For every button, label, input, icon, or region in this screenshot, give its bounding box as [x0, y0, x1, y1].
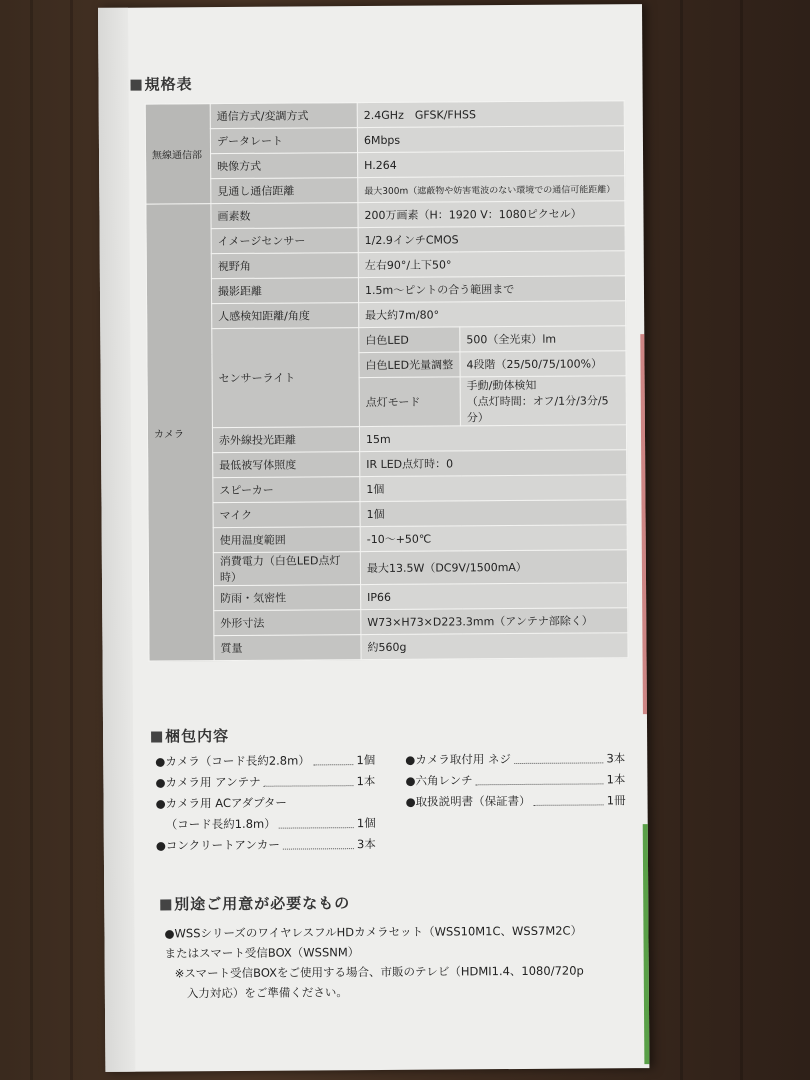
spec-value: 1/2.9インチCMOS — [358, 226, 625, 253]
spec-name: 通信方式/変調方式 — [210, 103, 357, 129]
spec-value: -10〜+50℃ — [360, 525, 627, 552]
spec-value: 最大約7m/80° — [359, 301, 626, 328]
spec-row — [147, 301, 626, 329]
spec-name: 防雨・気密性 — [214, 585, 361, 611]
spec-row — [147, 425, 626, 453]
spec-row — [148, 525, 627, 553]
spec-row — [147, 326, 626, 354]
square-bullet-icon — [131, 80, 142, 91]
required-heading-text: 別途ご用意が必要なもの — [174, 894, 351, 914]
required-line-1: ●WSSシリーズのワイヤレスフルHDカメラセット（WSS10M1C、WSS7M2C） — [164, 923, 583, 941]
spec-row — [146, 276, 625, 304]
spec-value: 500（全光束）lm — [460, 326, 626, 352]
package-item — [156, 834, 376, 857]
spec-row — [149, 608, 628, 636]
spec-value: 200万画素（H：1920 V：1080ピクセル） — [358, 201, 625, 228]
package-list-right — [405, 748, 625, 813]
spec-name: 画素数 — [211, 203, 358, 229]
spec-name: イメージセンサー — [211, 228, 358, 254]
spec-name: 見通し通信距離 — [211, 178, 358, 204]
package-item-label: （コード長約1.8m） — [165, 816, 276, 832]
leader-dots — [313, 750, 354, 765]
leader-dots — [283, 834, 354, 849]
package-item — [155, 750, 375, 773]
package-item — [405, 748, 625, 771]
spec-row — [146, 176, 625, 204]
spec-value: 4段階（25/50/75/100%） — [460, 351, 626, 377]
spec-row — [148, 500, 627, 528]
category-camera: カメラ — [146, 204, 214, 661]
spec-value: 1個 — [360, 500, 627, 527]
spec-value — [460, 376, 626, 426]
spec-row — [145, 126, 624, 154]
spec-row — [148, 475, 627, 503]
package-item — [156, 813, 376, 836]
spec-name: 視野角 — [211, 253, 358, 279]
package-item-qty: 1個 — [356, 752, 376, 768]
spec-row — [146, 151, 625, 179]
spec-name: データレート — [210, 128, 357, 154]
spec-row — [146, 201, 625, 229]
spec-value: IR LED点灯時：0 — [360, 450, 627, 477]
package-item-qty: 3本 — [606, 751, 626, 766]
package-item — [155, 792, 375, 815]
package-item — [405, 769, 625, 792]
package-item-label: ●六角レンチ — [405, 773, 473, 788]
box-side-strip-green — [643, 824, 650, 1064]
spec-name: スピーカー — [213, 477, 360, 503]
package-item — [405, 790, 625, 813]
spec-value-line: 手動/動体検知 — [466, 378, 537, 393]
spec-value: 最大13.5W（DC9V/1500mA） — [360, 550, 627, 585]
package-item-label: ●カメラ用 アンテナ — [155, 774, 261, 790]
spec-subname: 点灯モード — [359, 377, 460, 427]
spec-row — [148, 550, 627, 586]
spec-name: 使用温度範囲 — [213, 527, 360, 553]
package-heading — [151, 725, 229, 747]
spec-value: W73×H73×D223.3mm（アンテナ部除く） — [361, 608, 628, 635]
spec-row — [146, 226, 625, 254]
box-edge — [98, 8, 135, 1072]
package-list-left — [155, 750, 376, 857]
package-heading-text: 梱包内容 — [165, 727, 230, 746]
spec-name: 撮影距離 — [211, 278, 358, 304]
package-item-qty: 1本 — [356, 773, 376, 789]
spec-row — [149, 583, 628, 611]
required-line-3: ※スマート受信BOXをご使用する場合、市販のテレビ（HDMI1.4、1080/720p — [174, 963, 584, 981]
spec-value: 約560g — [361, 633, 628, 660]
package-item-label: ●取扱説明書（保証書） — [405, 793, 531, 809]
spec-row — [145, 101, 624, 129]
package-item-qty: 3本 — [356, 836, 376, 852]
package-item-qty: 1個 — [356, 815, 376, 831]
spec-name: 赤外線投光距離 — [212, 427, 359, 453]
spec-value: 左右90°/上下50° — [358, 251, 625, 278]
spec-value: 15m — [359, 425, 626, 452]
leader-dots — [264, 771, 354, 787]
leader-dots — [476, 769, 604, 785]
spec-subname: 白色LED — [359, 327, 460, 353]
spec-name: 最低被写体照度 — [213, 452, 360, 478]
spec-subname: 白色LED光量調整 — [359, 352, 460, 378]
product-box — [98, 4, 649, 1072]
required-heading — [160, 892, 350, 914]
required-line-4: 入力対応）をご準備ください。 — [186, 985, 348, 1001]
square-bullet-icon — [151, 731, 162, 742]
spec-name: 消費電力（白色LED点灯時） — [213, 552, 360, 586]
spec-value-line: （点灯時間：オフ/1分/3分/5分） — [466, 394, 609, 425]
required-text — [164, 920, 625, 1003]
package-item-label: ●カメラ取付用 ネジ — [405, 752, 512, 767]
spec-name: 質量 — [214, 635, 361, 661]
package-item-label: ●コンクリートアンカー — [155, 837, 280, 853]
package-item-qty: 1本 — [606, 772, 626, 787]
square-bullet-icon — [160, 899, 171, 910]
spec-heading — [130, 73, 192, 94]
leader-dots — [514, 748, 604, 764]
spec-value: 1個 — [360, 475, 627, 502]
spec-table — [145, 100, 629, 661]
package-item-label: ●カメラ（コード長約2.8m） — [155, 753, 310, 769]
spec-heading-text: 規格表 — [144, 75, 193, 94]
spec-value: 1.5m〜ピントの合う範囲まで — [358, 276, 625, 303]
spec-value: 2.4GHz GFSK/FHSS — [357, 101, 624, 128]
spec-value: H.264 — [358, 151, 625, 178]
spec-row — [146, 251, 625, 279]
spec-row — [149, 633, 628, 661]
box-side-strip-red — [640, 334, 647, 714]
spec-value: 最大300m（遮蔽物や妨害電波のない環境での通信可能距離） — [358, 176, 625, 203]
spec-name: 映像方式 — [211, 153, 358, 179]
spec-value: 6Mbps — [357, 126, 624, 153]
spec-name-sensor-light: センサーライト — [212, 328, 360, 428]
package-item-qty: 1冊 — [606, 793, 626, 808]
spec-row — [148, 450, 627, 478]
spec-name: マイク — [213, 502, 360, 528]
leader-dots — [279, 813, 354, 829]
spec-value: IP66 — [361, 583, 628, 610]
spec-name: 人感検知距離/角度 — [212, 303, 359, 329]
leader-dots — [534, 790, 604, 805]
required-line-2: またはスマート受信BOX（WSSNM） — [164, 945, 360, 961]
category-wireless: 無線通信部 — [145, 104, 211, 204]
spec-name: 外形寸法 — [214, 610, 361, 636]
package-item-label: ●カメラ用 ACアダプター — [155, 795, 287, 811]
package-item — [155, 771, 375, 794]
